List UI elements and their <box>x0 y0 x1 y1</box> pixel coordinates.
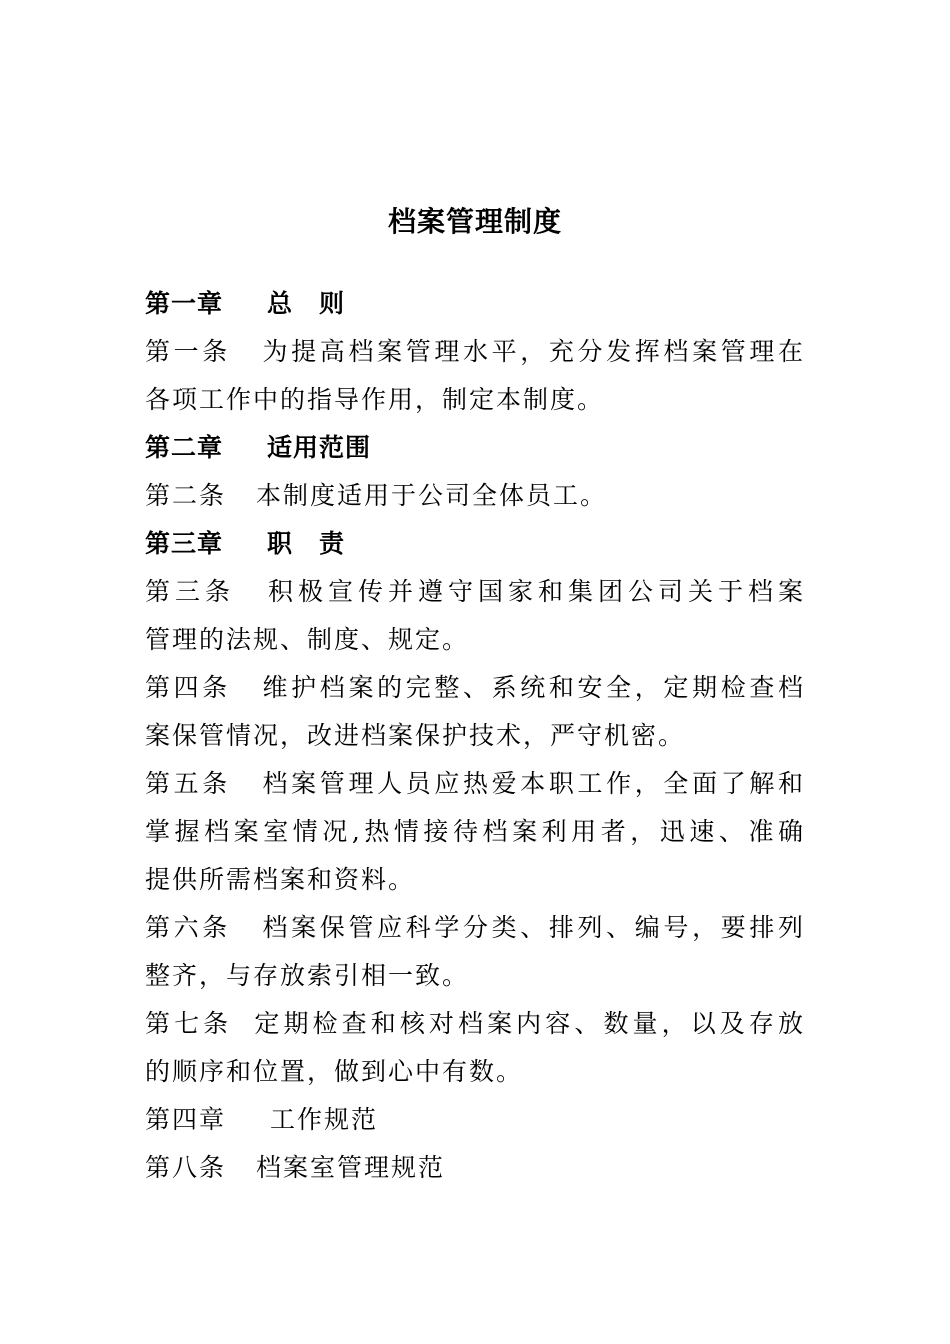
article-text: 档案管理人员应热爱本职工作，全面了解和 <box>260 769 805 798</box>
chapter-heading <box>145 280 815 328</box>
chapter-title: 工作规范 <box>270 1105 379 1134</box>
chapter-heading <box>145 424 815 472</box>
article-continuation: 的顺序和位置，做到心中有数。 <box>145 1057 524 1086</box>
article-label: 第八条 <box>145 1153 227 1182</box>
article-line <box>145 664 805 712</box>
article-label: 第一条 <box>145 337 231 366</box>
article-continuation: 管理的法规、制度、规定。 <box>145 625 470 654</box>
article-line <box>145 472 815 520</box>
article-label: 第三条 <box>145 577 235 606</box>
article-continuation: 各项工作中的指导作用，制定本制度。 <box>145 385 605 414</box>
article-continuation: 整齐，与存放索引相一致。 <box>145 961 470 990</box>
article-label: 第四条 <box>145 673 231 702</box>
article-text: 定期检查和核对档案内容、数量，以及存放 <box>252 1009 805 1038</box>
article-line <box>145 904 805 952</box>
chapter-label: 第三章 <box>145 529 224 558</box>
article-line <box>145 1000 805 1048</box>
article-line <box>145 760 805 808</box>
article-line <box>145 328 805 376</box>
article-text: 档案保管应科学分类、排列、编号，要排列 <box>260 913 805 942</box>
chapter-label: 第四章 <box>145 1105 227 1134</box>
document-body <box>145 280 815 1192</box>
article-continuation: 案保管情况，改进档案保护技术，严守机密。 <box>145 721 686 750</box>
article-line <box>145 1144 815 1192</box>
document-title: 档案管理制度 <box>387 205 562 238</box>
article-text: 本制度适用于公司全体员工。 <box>256 481 608 510</box>
chapter-title: 总 则 <box>267 289 346 318</box>
article-text: 维护档案的完整、系统和安全，定期检查档 <box>260 673 805 702</box>
chapter-heading <box>145 520 815 568</box>
chapter-heading <box>145 1096 815 1144</box>
chapter-label: 第一章 <box>145 289 224 318</box>
document-page <box>145 200 815 1192</box>
article-text: 为提高档案管理水平，充分发挥档案管理在 <box>260 337 805 366</box>
chapter-title: 适用范围 <box>267 433 372 462</box>
chapter-label: 第二章 <box>145 433 224 462</box>
chapter-title: 职 责 <box>267 529 346 558</box>
article-label: 第二条 <box>145 481 227 510</box>
article-label: 第六条 <box>145 913 231 942</box>
article-text: 积极宣传并遵守国家和集团公司关于档案 <box>265 577 805 606</box>
article-label: 第五条 <box>145 769 231 798</box>
article-continuation: 掌握档案室情况,热情接待档案利用者，迅速、准确 <box>145 817 805 846</box>
article-line <box>145 568 805 616</box>
article-text: 档案室管理规范 <box>256 1153 446 1182</box>
article-label: 第七条 <box>145 1009 233 1038</box>
article-continuation: 提供所需档案和资料。 <box>145 865 416 894</box>
